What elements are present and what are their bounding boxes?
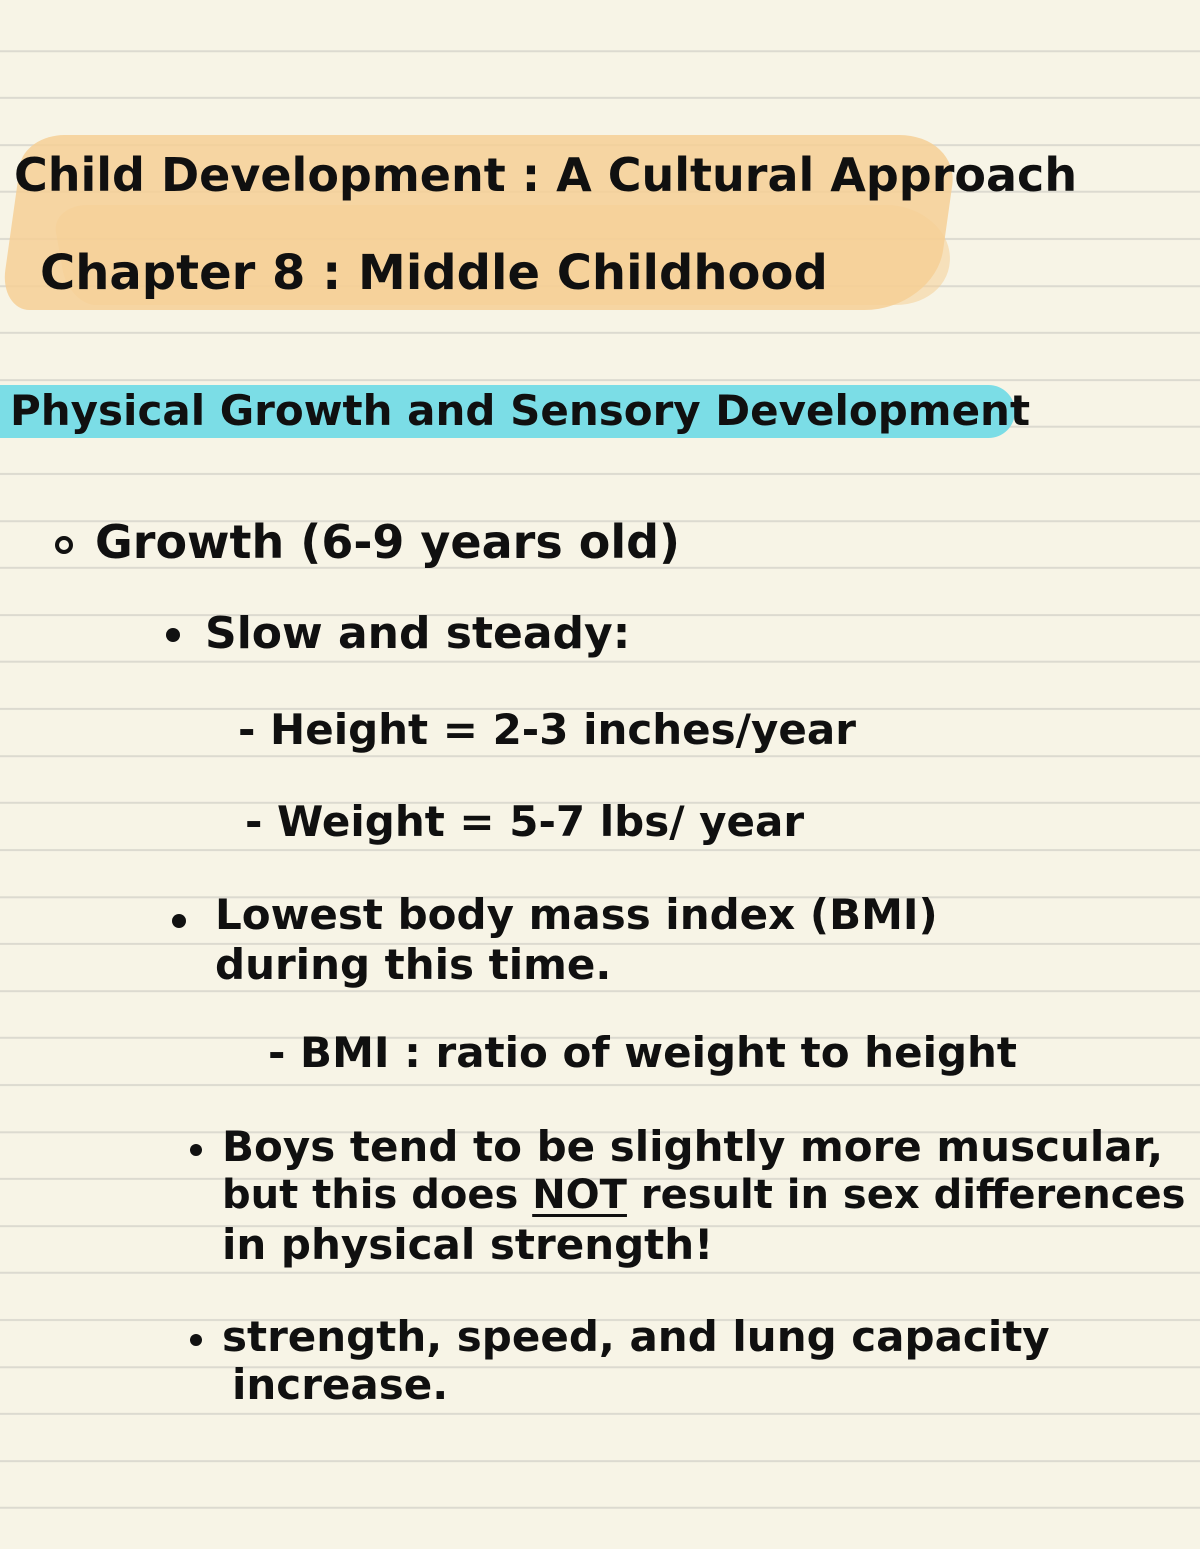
muscle-note-line-1: Boys tend to be slightly more muscular, bbox=[222, 1122, 1164, 1171]
bullet-icon bbox=[190, 1334, 202, 1346]
weight-note: - Weight = 5-7 lbs/ year bbox=[245, 797, 805, 846]
bullet-icon bbox=[166, 628, 180, 642]
strength-note-line-1: strength, speed, and lung capacity bbox=[222, 1312, 1050, 1361]
height-note: - Height = 2-3 inches/year bbox=[238, 705, 856, 754]
emphasis-not: NOT bbox=[532, 1172, 627, 1218]
muscle-note-post: result in sex differences bbox=[640, 1172, 1186, 1218]
muscle-note-pre: but this does bbox=[222, 1172, 519, 1218]
muscle-note-line-3: in physical strength! bbox=[222, 1220, 714, 1269]
growth-heading: Growth (6-9 years old) bbox=[95, 515, 681, 569]
bmi-definition: - BMI : ratio of weight to height bbox=[268, 1028, 1018, 1077]
book-title: Child Development : A Cultural Approach bbox=[14, 148, 1078, 202]
slow-steady-note: Slow and steady: bbox=[205, 608, 631, 659]
strength-note-line-2: increase. bbox=[232, 1360, 449, 1409]
bullet-icon bbox=[190, 1144, 202, 1156]
muscle-note-line-2 bbox=[222, 1172, 1185, 1218]
bmi-note-line-2: during this time. bbox=[215, 940, 612, 989]
chapter-title: Chapter 8 : Middle Childhood bbox=[40, 245, 828, 301]
hollow-bullet-icon bbox=[55, 536, 73, 554]
bmi-note-line-1: Lowest body mass index (BMI) bbox=[215, 890, 938, 939]
bullet-icon bbox=[172, 914, 186, 928]
section-heading: Physical Growth and Sensory Development bbox=[10, 386, 1031, 435]
